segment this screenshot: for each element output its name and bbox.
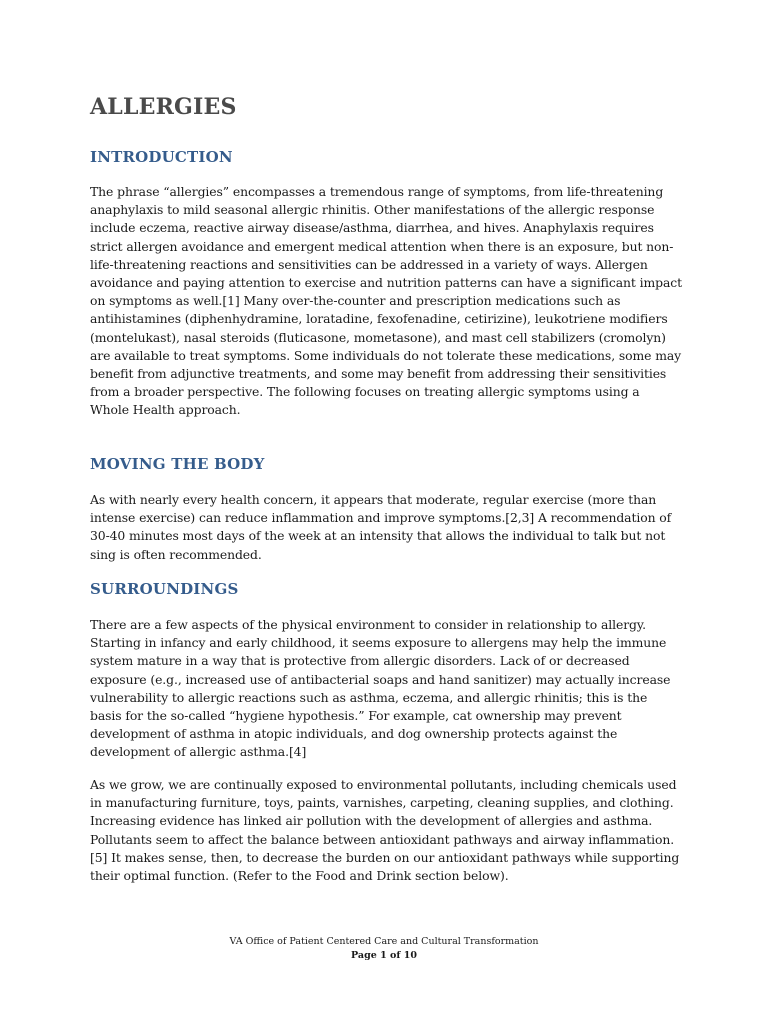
section-heading-introduction: INTRODUCTION — [90, 148, 233, 166]
document-title: ALLERGIES — [90, 94, 237, 120]
footer-organization: VA Office of Patient Centered Care and Cultural Transformation — [229, 936, 539, 947]
section-heading-moving-the-body: MOVING THE BODY — [90, 455, 265, 473]
paragraph-introduction: The phrase “allergies” encompasses a tremendous range of symptoms, from life-threatening anaphylaxis to mild seasonal allergic rhinitis. Other manifestations of the allergic response include eczema, reactive airway disease/asthma, diarrhea, and hives. Anaphylaxis requires strict allergen avoidance and emergent medical attention when there is an exposure, but non-life-threatening reactions and sensitivities can be addressed in a variety of ways. Allergen avoidance and paying attention to exercise and nutrition patterns can have a significant impact on symptoms as well.[1] Many over-the-counter and prescription medications such as antihistamines (diphenhydramine, loratadine, fexofenadine, cetirizine), leukotriene modifiers (montelukast), nasal steroids (fluticasone, mometasone), and mast cell stabilizers (cromolyn) are available to treat symptoms. Some individuals do not tolerate these medications, some may benefit from adjunctive treatments, and some may benefit from addressing their sensitivities from a broader perspective. The following focuses on treating allergic symptoms using a Whole Health approach. — [90, 184, 682, 418]
paragraph-surroundings-1: There are a few aspects of the physical environment to consider in relationship to allergy. Starting in infancy and early childhood, it seems exposure to allergens may help the immune system mature in a way that is protective from allergic disorders. Lack of or decreased exposure (e.g., increased use of antibacterial soaps and hand sanitizer) may actually increase vulnerability to allergic reactions such as asthma, eczema, and allergic rhinitis; this is the basis for the so-called “hygiene hypothesis.” For example, cat ownership may prevent development of asthma in atopic individuals, and dog ownership protects against the development of allergic asthma.[4] — [90, 617, 671, 760]
paragraph-moving-the-body: As with nearly every health concern, it appears that moderate, regular exercise (more than intense exercise) can reduce inflammation and improve symptoms.[2,3] A recommendation of 30-40 minutes most days of the week at an intensity that allows the individual to talk but not sing is often recommended. — [90, 492, 672, 562]
footer-page-number: Page 1 of 10 — [351, 950, 417, 961]
section-heading-surroundings: SURROUNDINGS — [90, 580, 239, 598]
paragraph-surroundings-2: As we grow, we are continually exposed to environmental pollutants, including chemicals used in manufacturing furniture, toys, paints, varnishes, carpeting, cleaning supplies, and clothing. Increasing evidence has linked air pollution with the development of allergies and asthma. Pollutants seem to affect the balance between antioxidant pathways and airway inflammation.[5] It makes sense, then, to decrease the burden on our antioxidant pathways while supporting their optimal function. (Refer to the Food and Drink section below). — [90, 777, 680, 884]
